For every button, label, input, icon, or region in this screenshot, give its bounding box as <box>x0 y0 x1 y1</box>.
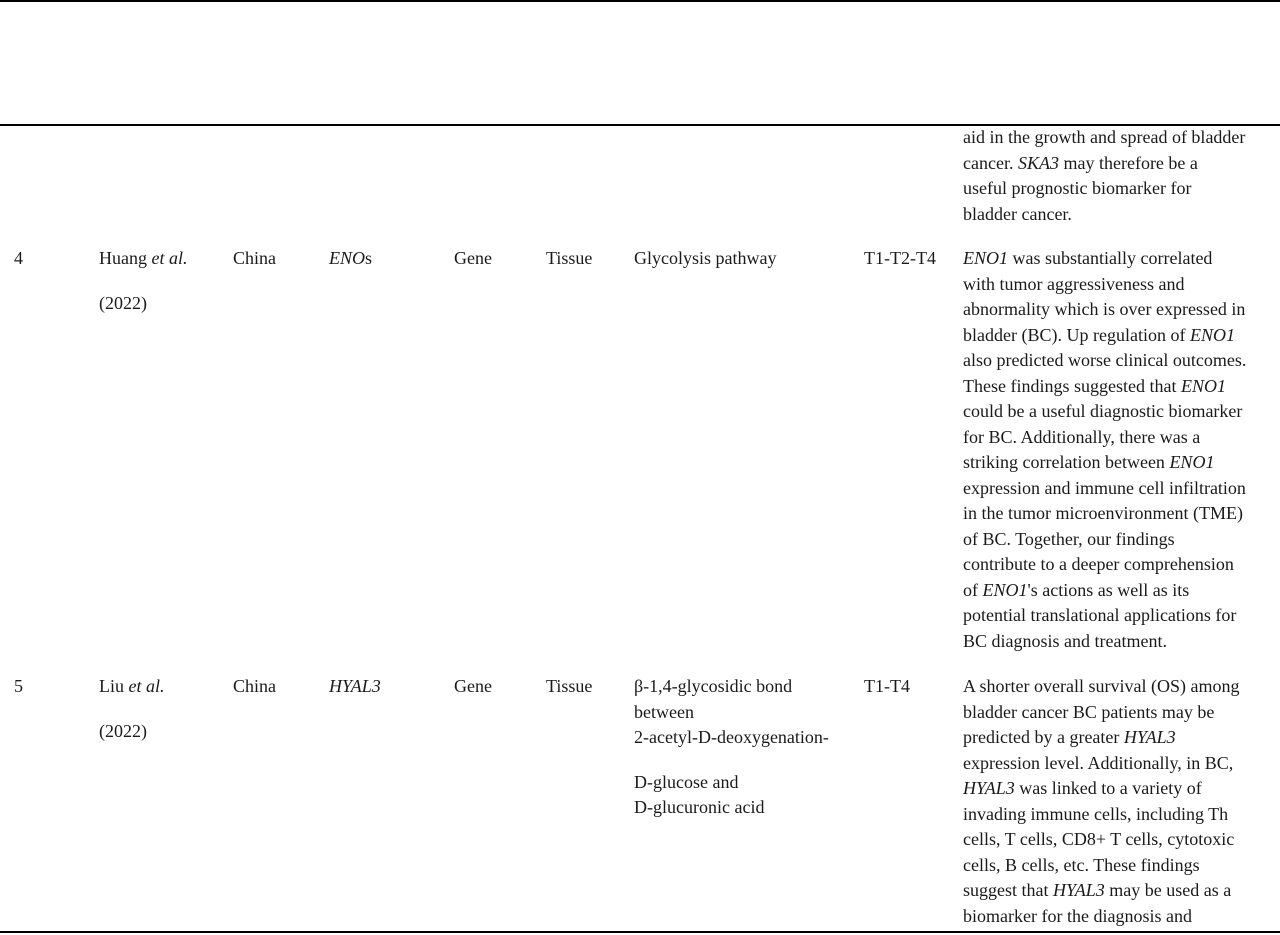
findings <box>963 674 1275 929</box>
tumor-stage: T1-T4 <box>864 676 910 696</box>
findings-line: could be a useful diagnostic biomarker <box>963 401 1243 421</box>
findings-text: bladder (BC). Up regulation of <box>963 324 1190 345</box>
findings-line: in the tumor microenvironment (TME) <box>963 503 1243 523</box>
findings-line: for BC. Additionally, there was a <box>963 426 1201 447</box>
mechanism-line: between <box>634 701 694 722</box>
author-etal: et al. <box>151 248 188 268</box>
table-bottom-rule <box>0 931 1280 933</box>
findings-text: may be used as a <box>1104 880 1232 900</box>
gene-name: ENO1 <box>1169 452 1215 472</box>
mechanism-line: D-glucose and <box>634 771 739 792</box>
findings-line: expression and immune cell infiltration <box>963 477 1246 498</box>
findings-line <box>963 450 1275 476</box>
findings-line <box>963 776 1275 802</box>
country: China <box>233 676 276 696</box>
biomarker-gene: HYAL3 <box>329 676 381 696</box>
findings-text: was linked to a variety of <box>1014 778 1202 798</box>
findings-line: BC diagnosis and treatment. <box>963 630 1167 651</box>
findings-line: expression level. Additionally, in BC, <box>963 752 1234 773</box>
author <box>99 246 188 272</box>
year: (2022) <box>99 720 147 741</box>
findings-text: predicted by a greater <box>963 727 1124 747</box>
findings-line: bladder cancer. <box>963 203 1072 224</box>
findings-line: cells, T cells, CD8+ T cells, cytotoxic <box>963 829 1235 849</box>
findings-text: striking correlation between <box>963 452 1170 472</box>
findings-line: A shorter overall survival (OS) among <box>963 676 1240 696</box>
gene-name: ENO1 <box>963 248 1008 268</box>
findings-text: cancer. <box>963 152 1018 173</box>
findings-line: aid in the growth and spread of bladder <box>963 127 1246 147</box>
marker-type: Gene <box>454 676 492 696</box>
findings-line: contribute to a deeper comprehension <box>963 554 1234 574</box>
findings-line <box>963 323 1275 349</box>
marker-type: Gene <box>454 248 492 268</box>
findings <box>963 246 1275 654</box>
findings-text: 's actions as well as its <box>1027 579 1190 600</box>
gene-name: HYAL3 <box>963 778 1015 798</box>
year: (2022) <box>99 292 147 313</box>
gene-name: ENO1 <box>1180 375 1226 396</box>
continued-findings <box>963 125 1275 227</box>
gene-name: HYAL3 <box>1123 727 1176 747</box>
mechanism: Glycolysis pathway <box>634 248 777 268</box>
findings-line <box>963 151 1275 177</box>
findings-line <box>963 878 1275 904</box>
biomarker <box>329 246 372 272</box>
author-cell <box>99 674 165 744</box>
findings-line <box>963 246 1275 272</box>
findings-line: biomarker for the diagnosis and <box>963 905 1192 926</box>
author-etal: et al. <box>128 676 165 696</box>
mechanism-line: D-glucuronic acid <box>634 797 765 817</box>
gene-name: ENO1 <box>982 579 1028 600</box>
biomarker-suffix: s <box>365 248 373 268</box>
findings-line: bladder cancer BC patients may be <box>963 701 1215 722</box>
findings-line: potential translational applications for <box>963 605 1237 625</box>
gene-name: SKA3 <box>1017 152 1059 173</box>
findings-line: useful prognostic biomarker for <box>963 178 1192 198</box>
biomarker-gene: ENO <box>329 248 365 268</box>
findings-line <box>963 578 1275 604</box>
findings-line: of BC. Together, our findings <box>963 528 1175 549</box>
mechanism-line: 2-acetyl-D-deoxygenation- <box>634 727 829 747</box>
author-name: Liu <box>99 676 124 696</box>
sample-type: Tissue <box>546 676 593 696</box>
findings-line: abnormality which is over expressed in <box>963 299 1246 319</box>
country: China <box>233 248 276 268</box>
findings-text: These findings suggested that <box>963 375 1181 396</box>
biomarker <box>329 674 381 700</box>
gene-name: HYAL3 <box>1053 880 1105 900</box>
findings-text: of <box>963 579 983 600</box>
author-name: Huang <box>99 248 147 268</box>
mechanism-line: β-1,4-glycosidic bond <box>634 676 793 696</box>
findings-line: also predicted worse clinical outcomes. <box>963 350 1247 370</box>
row-number: 5 <box>14 676 23 696</box>
findings-text: may therefore be a <box>1058 152 1198 173</box>
table-top-rule <box>0 0 1280 2</box>
author-cell <box>99 246 188 316</box>
tumor-stage: T1-T2-T4 <box>864 248 936 268</box>
findings-text: suggest that <box>963 880 1053 900</box>
findings-line: cells, B cells, etc. These findings <box>963 854 1200 875</box>
findings-text: was substantially correlated <box>1008 248 1213 268</box>
mechanism <box>634 674 859 821</box>
author <box>99 674 165 700</box>
gene-name: ENO1 <box>1189 324 1235 345</box>
row-number: 4 <box>14 248 23 268</box>
findings-line: with tumor aggressiveness and <box>963 273 1185 294</box>
findings-line <box>963 725 1275 751</box>
findings-line: invading immune cells, including Th <box>963 803 1229 824</box>
sample-type: Tissue <box>546 248 593 268</box>
findings-line <box>963 374 1275 400</box>
